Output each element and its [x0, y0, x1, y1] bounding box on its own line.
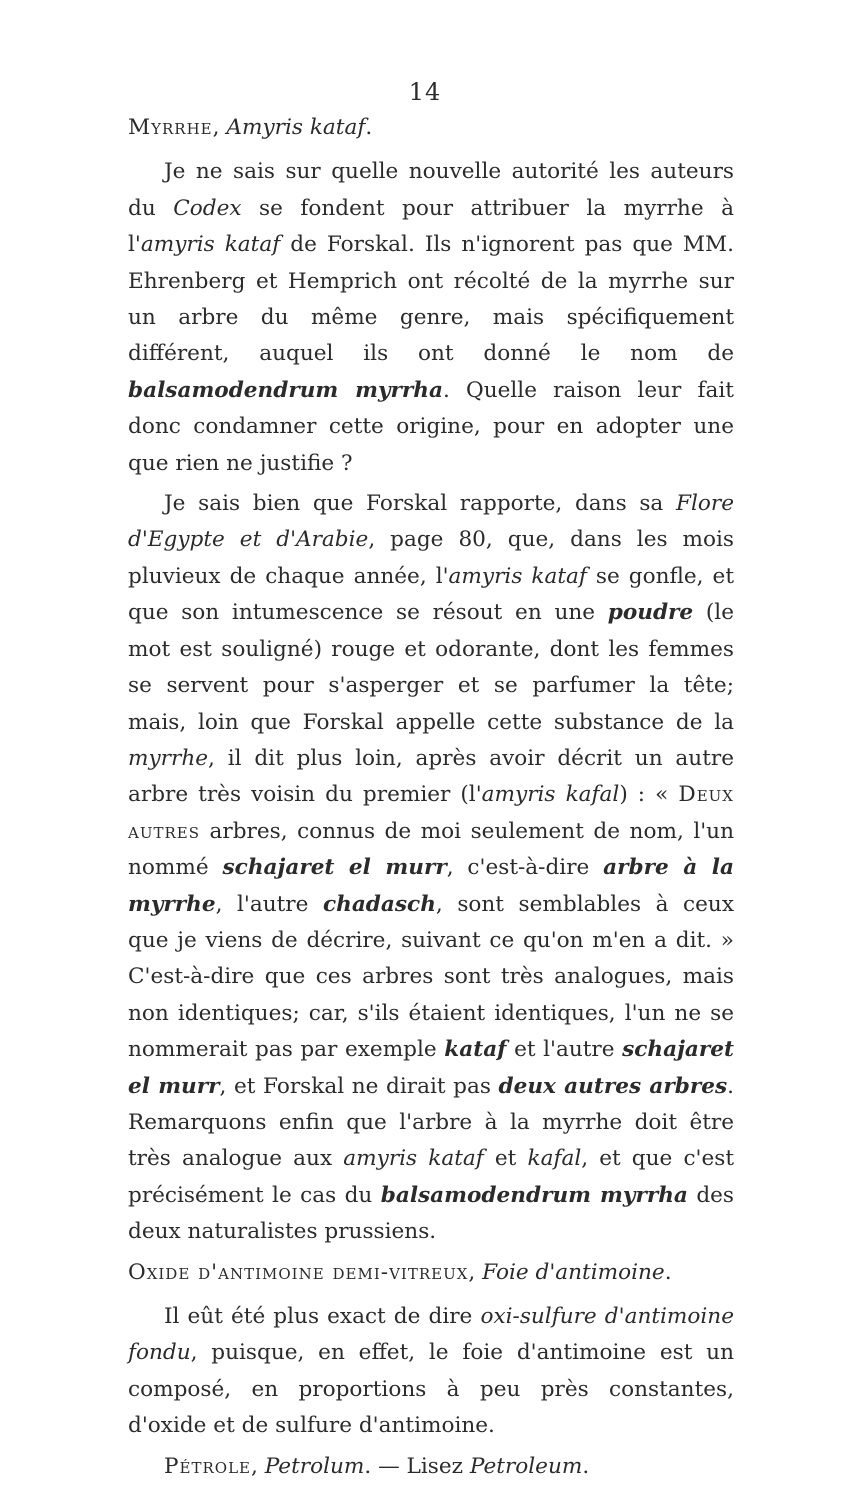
- entry-heading-petrole: [128, 1449, 734, 1485]
- entry-latin-name: Petrolum: [264, 1453, 365, 1479]
- bold-italic-text: balsamodendrum myrrha: [380, 1182, 688, 1208]
- bold-italic-text: chadasch: [322, 891, 436, 917]
- text: . Remarquons enfin que l'arbre à la myrrhe doit être très analogue aux: [128, 1073, 734, 1172]
- entry-latin-name: Foie d'antimoine: [482, 1259, 665, 1285]
- italic-text: oxi-sulfure d'antimoine fondu: [128, 1304, 734, 1366]
- text: (le mot est souligné) rouge et odorante, dont les femmes se servent pour s'asperger et se parfumer la tête; mais, loin que Forskal appelle cette substance de la: [128, 600, 734, 735]
- text-block: [128, 110, 734, 1485]
- text: , sont semblables à ceux que je viens de décrire, suivant ce qu'on m'en a dit. » C'est-à-dire que ces arbres sont très analogues, mais non identiques; car, s'ils étaient identiques, l'un ne se nommerait pas par exemple: [128, 891, 734, 1063]
- small-caps-text: Deux autres: [128, 782, 734, 844]
- italic-text: Codex: [173, 195, 242, 221]
- punct: ,: [251, 1453, 265, 1479]
- paragraph: [128, 1299, 734, 1445]
- text: Il eût été plus exact de dire: [164, 1304, 481, 1329]
- text: , il dit plus loin, après avoir décrit un autre arbre très voisin du premier (l': [128, 745, 734, 808]
- text: Je ne sais sur quelle nouvelle autorité les auteurs du: [128, 159, 734, 221]
- italic-text: Flore d'Egypte et d'Arabie: [128, 491, 734, 553]
- text: de Forskal. Ils n'ignorent pas que MM. Ehrenberg et Hemprich ont récolté de la myrrhe sur un arbre du même genre, mais spécifiquement différent, auquel ils ont donné le nom de: [128, 232, 734, 367]
- entry-heading-oxide: [128, 1255, 734, 1291]
- text: ) : «: [619, 782, 679, 808]
- italic-text: amyris kataf: [140, 232, 281, 258]
- entry-term: Oxide d'antimoine demi-vitreux: [128, 1259, 469, 1285]
- text: , l'autre: [215, 891, 323, 917]
- italic-text: amyris kataf: [343, 1146, 484, 1172]
- italic-text: kafal: [527, 1146, 582, 1172]
- text: des deux naturalistes prussiens.: [128, 1182, 734, 1245]
- text: se fondent pour attribuer la myrrhe à l': [128, 195, 734, 258]
- text: , et que c'est précisément le cas du: [128, 1146, 735, 1208]
- text: Je sais bien que Forskal rapporte, dans sa: [164, 491, 676, 517]
- text: arbres, connus de moi seulement de nom, l'un nommé: [128, 818, 734, 881]
- text: . — Lisez: [364, 1453, 470, 1479]
- entry-heading-myrrhe: [128, 110, 734, 146]
- paragraph: [128, 486, 734, 1251]
- bold-italic-text: deux autres arbres: [498, 1073, 728, 1099]
- punct: .: [582, 1453, 590, 1479]
- bold-italic-text: arbre à la myrrhe: [128, 855, 734, 917]
- entry-term: Pétrole: [164, 1453, 251, 1479]
- page-number: 14: [408, 78, 442, 106]
- paragraph: [128, 154, 734, 482]
- text: , c'est-à-dire: [446, 855, 604, 881]
- bold-italic-text: poudre: [607, 600, 694, 626]
- italic-text: amyris kataf: [448, 563, 587, 589]
- text: , et Forskal ne dirait pas: [219, 1073, 499, 1099]
- text: et l'autre: [506, 1037, 623, 1063]
- italic-text: amyris kafal: [481, 782, 620, 808]
- punct: ,: [468, 1259, 483, 1285]
- punct: .: [365, 115, 373, 140]
- bold-italic-text: kataf: [444, 1037, 507, 1063]
- entry-latin-name: Amyris kataf: [226, 115, 366, 140]
- text: se gonfle, et que son intumescence se résout en une: [128, 563, 734, 626]
- text: , page 80, que, dans les mois pluvieux de chaque année, l': [128, 527, 734, 589]
- entry-term: Myrrhe: [128, 115, 213, 140]
- text: . Quelle raison leur fait donc condamner cette origine, pour en adopter une que rien ne justifie ?: [128, 377, 734, 476]
- bold-italic-text: schajaret el murr: [222, 855, 447, 881]
- punct: ,: [212, 115, 227, 140]
- text: et: [483, 1146, 528, 1172]
- bold-italic-text: balsamodendrum myrrha: [128, 377, 443, 403]
- corrected-name: Petroleum: [469, 1453, 583, 1479]
- text: , puisque, en effet, le foie d'antimoine est un composé, en proportions à peu près constantes, d'oxide et de sulfure d'antimoine.: [128, 1340, 734, 1439]
- bold-italic-text: schajaret el murr: [128, 1037, 734, 1099]
- punct: .: [664, 1259, 672, 1285]
- italic-text: myrrhe: [128, 745, 209, 771]
